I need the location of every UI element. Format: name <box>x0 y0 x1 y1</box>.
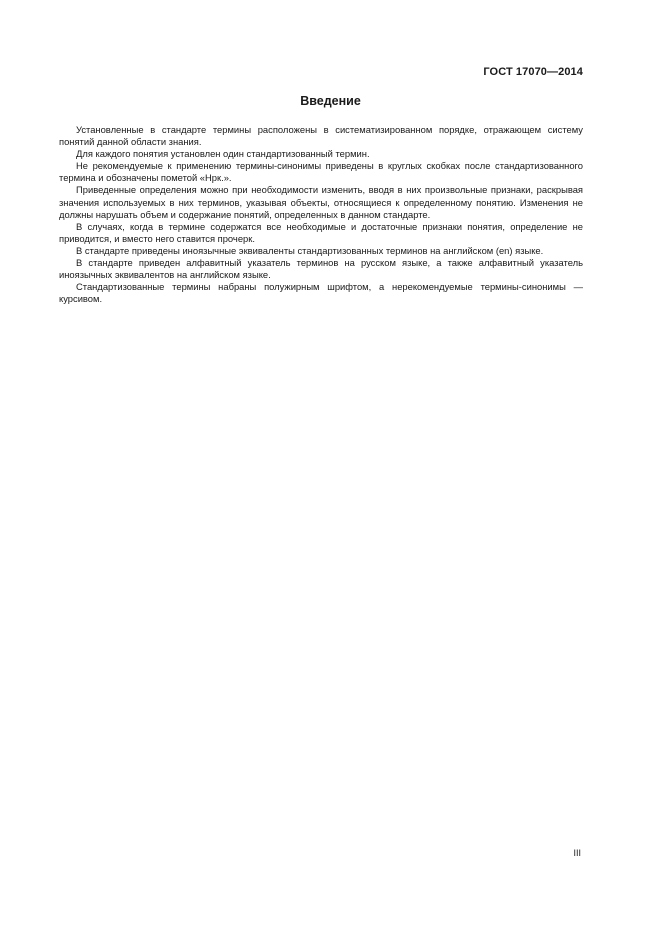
paragraph: Стандартизованные термины набраны полужирным шрифтом, а нерекомендуемые термины-синонимы — курсивом. <box>59 281 583 305</box>
paragraph: Не рекомендуемые к применению термины-синонимы приведены в круглых скобках после стандартизованного термина и обозначены пометой «Нрк.». <box>59 160 583 184</box>
paragraph: Приведенные определения можно при необходимости изменить, вводя в них произвольные признаки, раскрывая значения используемых в них терминов, указывая объекты, относящиеся к определенному понятию. Изменения не должны нарушать объем и содержание понятий, определенных в данном стандарте. <box>59 184 583 220</box>
paragraph: В стандарте приведены иноязычные эквиваленты стандартизованных терминов на английском (en) языке. <box>76 244 544 256</box>
paragraph: В случаях, когда в термине содержатся все необходимые и достаточные признаки понятия, определение не приводится, и вместо него ставится прочерк. <box>59 220 583 244</box>
paragraph: Установленные в стандарте термины расположены в систематизированном порядке, отражающем систему понятий данной области знания. <box>59 124 583 148</box>
paragraph: В стандарте приведен алфавитный указатель терминов на русском языке, а также алфавитный указатель иноязычных эквивалентов на английском языке. <box>59 257 583 281</box>
document-code: ГОСТ 17070—2014 <box>483 66 583 78</box>
section-title: Введение <box>300 94 361 108</box>
section-body <box>59 124 583 305</box>
paragraph: Для каждого понятия установлен один стандартизованный термин. <box>76 148 370 160</box>
page-number: III <box>573 848 581 858</box>
